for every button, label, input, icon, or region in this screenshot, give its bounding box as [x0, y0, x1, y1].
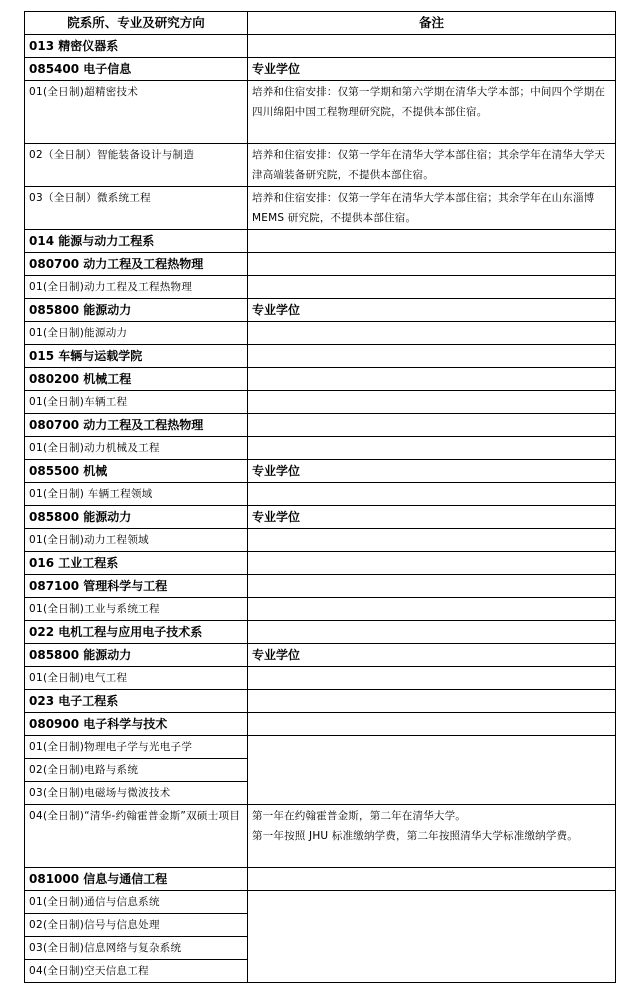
note-cell [248, 529, 616, 552]
table-row [25, 253, 616, 276]
programs-table [24, 11, 616, 983]
table-row [25, 187, 616, 230]
direction-cell: 01(全日制)动力工程及工程热物理 [25, 276, 248, 299]
table-row [25, 35, 616, 58]
note-cell: 培养和住宿安排：仅第一学期和第六学期在清华大学本部；中间四个学期在四川绵阳中国工程物理研究院，不提供本部住宿。 [248, 81, 616, 144]
note-cell: 专业学位 [248, 644, 616, 667]
major-cell: 085800 能源动力 [25, 506, 248, 529]
table-row [25, 644, 616, 667]
note-cell [248, 575, 616, 598]
note-cell [248, 598, 616, 621]
direction-cell: 02（全日制）智能装备设计与制造 [25, 144, 248, 187]
table-row [25, 299, 616, 322]
department-cell: 015 车辆与运载学院 [25, 345, 248, 368]
direction-cell: 01(全日制) 车辆工程领域 [25, 483, 248, 506]
direction-cell: 01(全日制)动力工程领域 [25, 529, 248, 552]
direction-cell: 01(全日制)能源动力 [25, 322, 248, 345]
major-cell: 081000 信息与通信工程 [25, 868, 248, 891]
table-row [25, 868, 616, 891]
table-row [25, 368, 616, 391]
note-cell [248, 391, 616, 414]
header-programs: 院系所、专业及研究方向 [25, 12, 248, 35]
note-cell [248, 552, 616, 575]
major-cell: 085400 电子信息 [25, 58, 248, 81]
direction-cell: 03(全日制)电磁场与微波技术 [25, 782, 248, 805]
direction-cell: 02(全日制)信号与信息处理 [25, 914, 248, 937]
note-cell [248, 253, 616, 276]
table-row [25, 506, 616, 529]
note-cell: 第一年在约翰霍普金斯，第二年在清华大学。 第一年按照 JHU 标准缴纳学费，第二年按照清华大学标准缴纳学费。 [248, 805, 616, 868]
direction-cell: 01(全日制)超精密技术 [25, 81, 248, 144]
table-row [25, 552, 616, 575]
direction-cell: 01(全日制)工业与系统工程 [25, 598, 248, 621]
note-cell [248, 621, 616, 644]
direction-cell: 02(全日制)电路与系统 [25, 759, 248, 782]
major-cell: 085800 能源动力 [25, 299, 248, 322]
table-row [25, 345, 616, 368]
major-cell: 080200 机械工程 [25, 368, 248, 391]
direction-cell: 01(全日制)车辆工程 [25, 391, 248, 414]
major-cell: 085500 机械 [25, 460, 248, 483]
table-row [25, 805, 616, 868]
note-cell [248, 690, 616, 713]
department-cell: 023 电子工程系 [25, 690, 248, 713]
table-row [25, 483, 616, 506]
table-row [25, 598, 616, 621]
major-cell: 080700 动力工程及工程热物理 [25, 253, 248, 276]
table-row [25, 891, 616, 914]
direction-cell: 01(全日制)通信与信息系统 [25, 891, 248, 914]
direction-cell: 01(全日制)动力机械及工程 [25, 437, 248, 460]
note-cell: 培养和住宿安排：仅第一学年在清华大学本部住宿；其余学年在山东淄博 MEMS 研究院，不提供本部住宿。 [248, 187, 616, 230]
note-cell [248, 368, 616, 391]
table-row [25, 529, 616, 552]
note-cell: 培养和住宿安排：仅第一学年在清华大学本部住宿；其余学年在清华大学天津高端装备研究院，不提供本部住宿。 [248, 144, 616, 187]
note-cell: 专业学位 [248, 460, 616, 483]
note-cell [248, 667, 616, 690]
direction-cell: 03（全日制）微系统工程 [25, 187, 248, 230]
direction-cell: 04(全日制)空天信息工程 [25, 960, 248, 983]
note-cell [248, 345, 616, 368]
table-row [25, 81, 616, 144]
header-notes: 备注 [248, 12, 616, 35]
direction-cell: 04(全日制)“清华-约翰霍普金斯”双硕士项目 [25, 805, 248, 868]
department-cell: 022 电机工程与应用电子技术系 [25, 621, 248, 644]
table-row [25, 58, 616, 81]
note-cell [248, 868, 616, 891]
major-cell: 085800 能源动力 [25, 644, 248, 667]
note-cell [248, 713, 616, 736]
table-row [25, 322, 616, 345]
note-cell [248, 437, 616, 460]
note-cell [248, 35, 616, 58]
table-row [25, 621, 616, 644]
table-row [25, 713, 616, 736]
table-row [25, 391, 616, 414]
note-cell: 专业学位 [248, 299, 616, 322]
department-cell: 014 能源与动力工程系 [25, 230, 248, 253]
table-row [25, 414, 616, 437]
direction-cell: 01(全日制)电气工程 [25, 667, 248, 690]
table-row [25, 144, 616, 187]
table-row [25, 575, 616, 598]
table-row [25, 667, 616, 690]
note-cell [248, 230, 616, 253]
note-cell [248, 276, 616, 299]
table-row [25, 437, 616, 460]
major-cell: 080900 电子科学与技术 [25, 713, 248, 736]
table-row [25, 460, 616, 483]
table-header-row [25, 12, 616, 35]
department-cell: 013 精密仪器系 [25, 35, 248, 58]
table-row [25, 230, 616, 253]
note-cell [248, 322, 616, 345]
note-cell [248, 736, 616, 805]
major-cell: 087100 管理科学与工程 [25, 575, 248, 598]
table-row [25, 736, 616, 759]
note-cell [248, 483, 616, 506]
note-cell [248, 414, 616, 437]
table-row [25, 276, 616, 299]
table-row [25, 690, 616, 713]
note-cell: 专业学位 [248, 58, 616, 81]
direction-cell: 03(全日制)信息网络与复杂系统 [25, 937, 248, 960]
department-cell: 016 工业工程系 [25, 552, 248, 575]
direction-cell: 01(全日制)物理电子学与光电子学 [25, 736, 248, 759]
note-cell [248, 891, 616, 983]
note-cell: 专业学位 [248, 506, 616, 529]
major-cell: 080700 动力工程及工程热物理 [25, 414, 248, 437]
